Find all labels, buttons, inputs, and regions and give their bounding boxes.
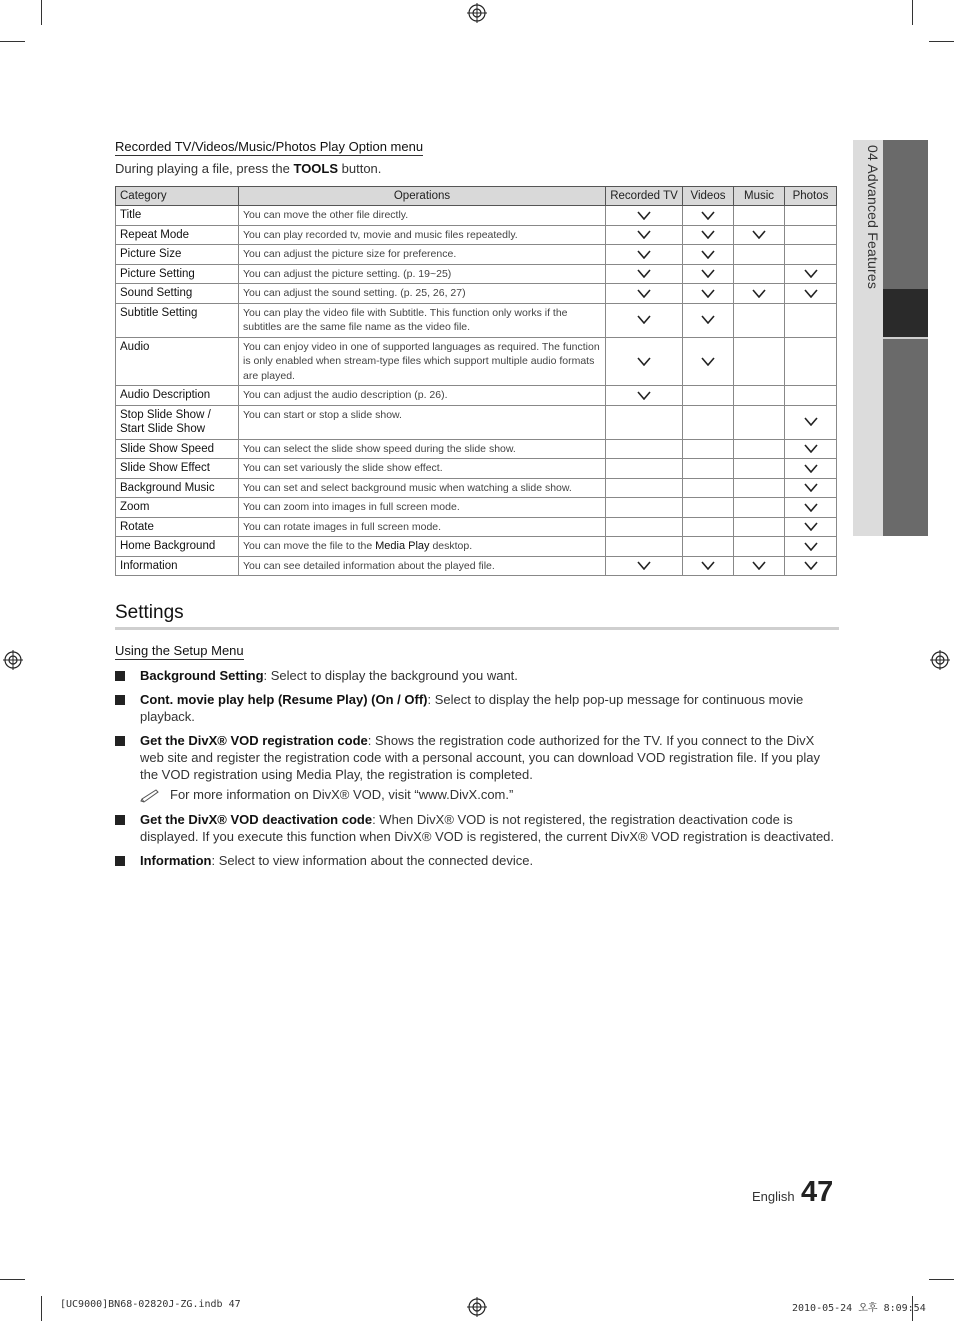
table-row	[116, 206, 837, 226]
check-mark-icon	[637, 211, 651, 220]
tools-key: TOOLS	[293, 161, 339, 176]
check-cell	[734, 517, 785, 537]
table-row	[116, 537, 837, 557]
bullet-description: : Select to display the help pop-up message for continuous movie playback.	[140, 692, 804, 724]
check-cell	[734, 439, 785, 459]
operation-cell: You can adjust the picture setting. (p. 19~25)	[239, 264, 606, 284]
check-mark-icon	[701, 357, 715, 366]
check-mark-icon	[804, 269, 818, 278]
check-cell	[606, 206, 683, 226]
operation-text: You can move the file to the	[243, 540, 376, 552]
check-mark-icon	[701, 289, 715, 298]
check-mark-icon	[804, 464, 818, 473]
table-row	[116, 225, 837, 245]
column-header: Recorded TV	[606, 187, 683, 206]
category-cell: Slide Show Effect	[116, 459, 239, 479]
column-header: Category	[116, 187, 239, 206]
table-header-row	[116, 187, 837, 206]
check-cell	[734, 386, 785, 406]
print-slug-right: 2010-05-24 오후 8:09:54	[792, 1303, 926, 1314]
bullet-square-icon	[115, 815, 125, 825]
play-option-table	[115, 186, 837, 576]
check-cell	[606, 337, 683, 386]
check-cell	[606, 517, 683, 537]
check-mark-icon	[804, 417, 818, 426]
check-mark-icon	[701, 211, 715, 220]
check-cell	[785, 225, 837, 245]
media-play-label: Media Play	[375, 540, 430, 552]
check-mark-icon	[752, 289, 766, 298]
check-cell	[683, 337, 734, 386]
check-cell	[734, 206, 785, 226]
operation-cell: You can play recorded tv, movie and music files repeatedly.	[239, 225, 606, 245]
check-cell	[734, 405, 785, 439]
crop-mark	[41, 0, 42, 25]
check-mark-icon	[804, 522, 818, 531]
check-cell	[606, 284, 683, 304]
side-tab-active-marker	[883, 289, 928, 339]
operation-cell: You can set variously the slide show effect.	[239, 459, 606, 479]
check-cell	[785, 459, 837, 479]
table-row	[116, 517, 837, 537]
category-cell: Zoom	[116, 498, 239, 518]
check-cell	[734, 245, 785, 265]
check-cell	[683, 245, 734, 265]
check-mark-icon	[637, 561, 651, 570]
check-mark-icon	[637, 315, 651, 324]
check-cell	[785, 264, 837, 284]
check-cell	[606, 225, 683, 245]
check-cell	[683, 206, 734, 226]
footer-language: English	[752, 1189, 795, 1204]
category-cell: Slide Show Speed	[116, 439, 239, 459]
column-header: Photos	[785, 187, 837, 206]
chapter-tab-label: 04 Advanced Features	[865, 145, 881, 290]
check-cell	[734, 498, 785, 518]
check-cell	[785, 206, 837, 226]
bullet-description: : Select to display the background you want.	[263, 668, 518, 683]
check-cell	[606, 459, 683, 479]
crop-mark	[929, 1279, 954, 1280]
check-cell	[683, 439, 734, 459]
check-cell	[734, 264, 785, 284]
operation-cell: You can set and select background music when watching a slide show.	[239, 478, 606, 498]
category-cell: Background Music	[116, 478, 239, 498]
check-mark-icon	[804, 503, 818, 512]
category-cell: Picture Setting	[116, 264, 239, 284]
bullet-term: Background Setting	[140, 668, 264, 683]
crop-mark	[912, 0, 913, 25]
registration-mark-icon	[3, 650, 23, 670]
check-mark-icon	[804, 561, 818, 570]
table-row	[116, 459, 837, 479]
bullet-description: : When DivX® VOD is not registered, the registration deactivation code is displayed. If you execute this function when DivX® VOD is registered, the current DivX® VOD registration is deactivated.	[140, 812, 835, 844]
check-cell	[606, 405, 683, 439]
registration-mark-icon	[930, 650, 950, 670]
operation-cell: You can see detailed information about the played file.	[239, 556, 606, 576]
registration-mark-icon	[467, 1297, 487, 1317]
check-cell	[734, 303, 785, 337]
crop-mark	[0, 1279, 25, 1280]
intro-text	[115, 161, 381, 176]
operation-cell: You can zoom into images in full screen mode.	[239, 498, 606, 518]
column-header: Operations	[239, 187, 606, 206]
bullet-description: : Shows the registration code authorized for the TV. If you connect to the DivX web site and register the registration code with a personal account, you can download VOD registration file. If you play the VOD registration using Media Play, the registration is completed.	[140, 733, 820, 782]
check-cell	[683, 459, 734, 479]
check-cell	[785, 537, 837, 557]
category-cell: Rotate	[116, 517, 239, 537]
check-mark-icon	[701, 269, 715, 278]
check-mark-icon	[752, 230, 766, 239]
check-cell	[734, 537, 785, 557]
table-row	[116, 556, 837, 576]
table-row	[116, 284, 837, 304]
check-cell	[734, 556, 785, 576]
check-cell	[734, 284, 785, 304]
crop-mark	[41, 1296, 42, 1321]
check-mark-icon	[701, 230, 715, 239]
check-mark-icon	[701, 315, 715, 324]
category-cell: Home Background	[116, 537, 239, 557]
check-cell	[785, 405, 837, 439]
check-cell	[785, 498, 837, 518]
check-cell	[734, 225, 785, 245]
operation-cell	[239, 537, 606, 557]
crop-mark	[0, 41, 25, 42]
category-cell: Audio Description	[116, 386, 239, 406]
check-cell	[683, 537, 734, 557]
check-cell	[683, 498, 734, 518]
note-text: For more information on DivX® VOD, visit “www.DivX.com.”	[170, 787, 514, 802]
operation-cell: You can play the video file with Subtitle. This function only works if the subtitles are the same file name as the video file.	[239, 303, 606, 337]
category-cell: Title	[116, 206, 239, 226]
check-cell	[785, 439, 837, 459]
check-mark-icon	[804, 483, 818, 492]
bullet-term: Information	[140, 853, 212, 868]
category-cell: Subtitle Setting	[116, 303, 239, 337]
operation-cell: You can adjust the audio description (p. 26).	[239, 386, 606, 406]
check-cell	[734, 478, 785, 498]
category-cell: Stop Slide Show / Start Slide Show	[116, 405, 239, 439]
check-mark-icon	[637, 269, 651, 278]
check-cell	[606, 556, 683, 576]
bullet-term: Get the DivX® VOD deactivation code	[140, 812, 373, 827]
check-cell	[683, 556, 734, 576]
check-cell	[683, 386, 734, 406]
check-mark-icon	[637, 357, 651, 366]
setup-menu-subheading: Using the Setup Menu	[115, 643, 244, 658]
print-slug-left: [UC9000]BN68-02820J-ZG.indb 47	[60, 1299, 241, 1310]
side-tab-divider	[883, 337, 928, 339]
check-mark-icon	[701, 250, 715, 259]
check-cell	[785, 284, 837, 304]
operation-cell: You can rotate images in full screen mode.	[239, 517, 606, 537]
check-mark-icon	[637, 289, 651, 298]
check-cell	[683, 478, 734, 498]
operation-text: desktop.	[429, 540, 473, 552]
settings-title: Settings	[115, 602, 839, 630]
table-row	[116, 245, 837, 265]
check-cell	[606, 537, 683, 557]
check-cell	[683, 405, 734, 439]
category-cell: Sound Setting	[116, 284, 239, 304]
table-row	[116, 405, 837, 439]
table-row	[116, 264, 837, 284]
crop-mark	[929, 41, 954, 42]
pencil-note-icon	[140, 789, 160, 803]
check-cell	[606, 478, 683, 498]
check-mark-icon	[637, 391, 651, 400]
category-cell: Audio	[116, 337, 239, 386]
note	[140, 787, 513, 803]
bullet-term: Cont. movie play help (Resume Play) (On / Off)	[140, 692, 428, 707]
bullet-square-icon	[115, 695, 125, 705]
bullet-term: Get the DivX® VOD registration code	[140, 733, 368, 748]
check-cell	[606, 264, 683, 284]
bullet-square-icon	[115, 736, 125, 746]
intro-prefix: During playing a file, press the	[115, 161, 294, 176]
check-cell	[785, 303, 837, 337]
table-row	[116, 498, 837, 518]
table-row	[116, 386, 837, 406]
check-cell	[683, 284, 734, 304]
check-cell	[734, 337, 785, 386]
operation-cell: You can start or stop a slide show.	[239, 405, 606, 439]
category-cell: Information	[116, 556, 239, 576]
check-cell	[606, 245, 683, 265]
check-mark-icon	[804, 444, 818, 453]
check-mark-icon	[637, 250, 651, 259]
check-cell	[734, 459, 785, 479]
operation-cell: You can select the slide show speed during the slide show.	[239, 439, 606, 459]
operation-cell: You can move the other file directly.	[239, 206, 606, 226]
category-cell: Repeat Mode	[116, 225, 239, 245]
table-row	[116, 478, 837, 498]
category-cell: Picture Size	[116, 245, 239, 265]
table-row	[116, 439, 837, 459]
column-header: Music	[734, 187, 785, 206]
check-mark-icon	[637, 230, 651, 239]
check-cell	[606, 439, 683, 459]
table-row	[116, 337, 837, 386]
check-cell	[683, 264, 734, 284]
check-cell	[785, 245, 837, 265]
check-cell	[683, 225, 734, 245]
check-mark-icon	[804, 289, 818, 298]
check-cell	[683, 303, 734, 337]
operation-cell: You can adjust the picture size for preference.	[239, 245, 606, 265]
operation-cell: You can adjust the sound setting. (p. 25, 26, 27)	[239, 284, 606, 304]
bullet-square-icon	[115, 671, 125, 681]
check-mark-icon	[752, 561, 766, 570]
check-cell	[606, 303, 683, 337]
registration-mark-icon	[467, 3, 487, 23]
check-cell	[785, 386, 837, 406]
bullet-square-icon	[115, 856, 125, 866]
check-mark-icon	[804, 542, 818, 551]
check-cell	[606, 386, 683, 406]
bullet-description: : Select to view information about the connected device.	[211, 853, 534, 868]
check-cell	[785, 556, 837, 576]
intro-suffix: button.	[338, 161, 382, 176]
column-header: Videos	[683, 187, 734, 206]
section-heading: Recorded TV/Videos/Music/Photos Play Option menu	[115, 139, 424, 154]
table-row	[116, 303, 837, 337]
check-cell	[606, 498, 683, 518]
operation-cell: You can enjoy video in one of supported languages as required. The function is only enabled when stream-type files which support multiple audio formats are played.	[239, 337, 606, 386]
check-mark-icon	[701, 561, 715, 570]
check-cell	[785, 517, 837, 537]
check-cell	[785, 337, 837, 386]
check-cell	[785, 478, 837, 498]
check-cell	[683, 517, 734, 537]
page-number: 47	[801, 1176, 834, 1208]
